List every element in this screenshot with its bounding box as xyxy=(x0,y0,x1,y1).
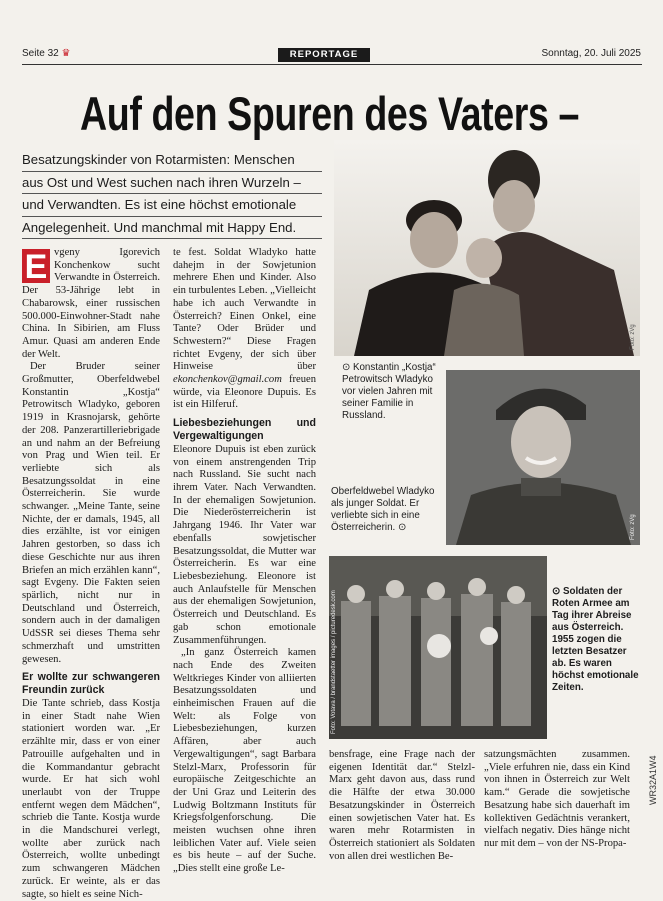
group-photo xyxy=(329,556,547,739)
arrow-right-icon: ⊙ xyxy=(395,522,407,533)
article-column-3 xyxy=(329,749,475,863)
soldier-caption-text: Oberfeldwebel Wladyko als junger Soldat. Er verliebte sich in eine Österreicherin. xyxy=(331,486,435,533)
paragraph: Die Tante schrieb, dass Kostja in einer Stadt nahe Wien stationiert worden war. „Er erzählte mir, dass er von einer Patrouille aufgehalten und in die Kommandantur gebracht wurde. Er hat sich wohl unerlaubt von der Truppe entfernt wegen dem Mädchen“, schrieb die Tante. Kostja wurde in die Mandschurei verlegt, wollte aber zurück nach Österreich, wollte unbedingt zum schwangeren Mädchen zurück. Er weinte, als er das sagte, so hielt es seine Nich- xyxy=(22,698,160,900)
soldier-caption xyxy=(331,486,443,534)
paragraph-text: te fest. Soldat Wladyko hatte dahejm in der Sowjetunion mehrere Ehen und Kinder. Also ein turbulentes Leben. „Vielleicht habe ich auch Verwandte in Österreich? Einen Onkel, eine Tante? Oder Brüder und Schwestern?“ Diese Fragen richtet Evgeny, der sich über Hinweise über xyxy=(173,247,316,373)
paragraph-text: vgeny Igorevich Konchenkow sucht Verwandte in Österreich. Der 53-Jährige lebt in Chabarowsk, einer russischen 500.000-Einwohner-Stadt nahe China. In Sibirien, am Fluss Amur. Quasi am anderen Ende der Welt. xyxy=(22,247,160,360)
deck-line: Besatzungskinder von Rotarmisten: Menschen xyxy=(22,149,322,172)
group-caption-text: Soldaten der Roten Armee am Tag ihrer Abreise aus Österreich. 1955 zogen die letzten Besatzer ab. Es waren höchst emotionale Zeiten. xyxy=(552,586,639,693)
subheading: Er wollte zur schwangeren Freundin zurück xyxy=(22,671,160,696)
photo-credit: Foto: Votava / brandstaetter images / picturedesk.com xyxy=(331,590,337,734)
article-column-1 xyxy=(22,247,160,901)
paragraph xyxy=(22,247,160,361)
deck-line: Angelegenheit. Und manchmal mit Happy End. xyxy=(22,217,322,240)
page-number xyxy=(22,48,70,59)
arrow-left-icon: ⊙ xyxy=(342,362,353,373)
paragraph-text: freuen würde, via Eleonore Dupuis. Es ist ein Hilferuf. xyxy=(173,374,316,411)
paragraph: Eleonore Dupuis ist eben zurück von einem anstrengenden Trip nach Russland. Sie sucht nach ihrem Vater. Nach Verwandten. In der ehemaligen Sowjetunion. Die Niederösterreicherin ist Jahrgang 1946. Ihr Vater war ebenfalls sowjetischer Besatzungssoldat, die Mutter war Österreicherin. Es war eine Liebesbeziehung. Eleonore ist auch Anlaufstelle für Menschen aus der ehemaligen Sowjetunion, Österreich und Deutschland. Es gab schon emotionale Zusammenführungen. xyxy=(173,443,316,646)
group-caption xyxy=(552,586,640,694)
email-link[interactable]: ekonchenkov@gmail.com xyxy=(173,374,282,386)
side-code: WR32A1W4 xyxy=(648,755,658,805)
paragraph: bensfrage, eine Frage nach der eigenen Identität dar.“ Stelzl-Marx geht davon aus, dass rund die Hälfte der etwa 30.000 Besatzungskinder in Österreich einen sowjetischen Vater hat. Es waren mehr Rotarmisten in Österreich stationiert als Soldaten von allen drei westlichen Be- xyxy=(329,749,475,862)
header-rule xyxy=(22,64,642,65)
paragraph: Der Bruder seiner Großmutter, Oberfeldwebel Konstantin „Kostja“ Petrowitsch Wladyko, geboren 1919 in Krasnojarsk, gehörte der 208. Panzerartilleriebrigade an und nahm an der Befreiung von Prag und Wien teil. Er verliebte sich als Besatzungssoldat in eine Österreicherin. Sie wurde schwanger. „Meine Tante, seine Nichte, der er damals, 1945, all dies erzählte, ist vor einigen Jahren gestorben, so dass ich diese Geschichte nur aus ihren Briefen an mich erzählen kann“, sagt Evgeny. Die Fakten seien spärlich, nicht nur in Deutschland und Österreich, sondern auch in der damaligen UdSSR sei dieses Thema sehr schmerzhaft und umstritten gewesen. xyxy=(22,361,160,665)
section-rubric: REPORTAGE xyxy=(278,48,370,62)
deck xyxy=(22,149,322,239)
paragraph xyxy=(173,247,316,412)
family-photo xyxy=(334,140,640,356)
article-column-2 xyxy=(173,247,316,876)
family-caption-text: Konstantin „Kostja“ Petrowitsch Wladyko vor vielen Jahren mit seiner Familie in Russland. xyxy=(342,362,436,421)
arrow-left-icon: ⊙ xyxy=(552,586,563,597)
soldier-photo xyxy=(446,370,640,545)
paragraph: „In ganz Österreich kamen nach Ende des Zweiten Weltkrieges Kinder von alliierten Besatzungssoldaten und einheimischen Frauen auf die Welt: als Folge von Liebesbeziehungen, kurzen Affären, aber auch Vergewaltigungen“, sagt Barbara Stelzl-Marx, Professorin für europäische Zeitgeschichte an der Uni Graz und Leiterin des Ludwig Boltzmann Instituts für Kriegsfolgenforschung. Die meisten wuchsen ohne ihren leiblichen Vater auf. Viele seien es bis heute – auf der Suche. „Dies stellt eine große Le- xyxy=(173,647,316,875)
crown-icon: ♛ xyxy=(61,48,71,59)
issue-date: Sonntag, 20. Juli 2025 xyxy=(541,48,641,59)
subheading: Liebesbeziehungen und Vergewaltigungen xyxy=(173,417,316,442)
headline: Auf den Spuren des Vaters – xyxy=(80,87,580,140)
deck-line: aus Ost und West suchen nach ihren Wurzeln – xyxy=(22,172,322,195)
family-caption xyxy=(342,362,442,422)
deck-line: und Verwandten. Es ist eine höchst emotionale xyxy=(22,194,322,217)
page-number-label: Seite 32 xyxy=(22,48,59,59)
photo-credit: Foto: zVg xyxy=(630,324,636,350)
article-column-4 xyxy=(484,749,630,851)
photo-credit: Foto: zVg xyxy=(630,514,636,540)
dropcap: E xyxy=(22,249,50,283)
paragraph: satzungsmächten zusammen. „Viele erfuhren nie, dass ein Kind von ihnen in Österreich zur Welt kam.“ Gerade die sowjetische Besatzung habe sich dauerhaft im kollektiven Gedächtnis verankert, vielfach negativ. Dies hänge nicht nur mit dem – von der NS-Propa- xyxy=(484,749,630,849)
